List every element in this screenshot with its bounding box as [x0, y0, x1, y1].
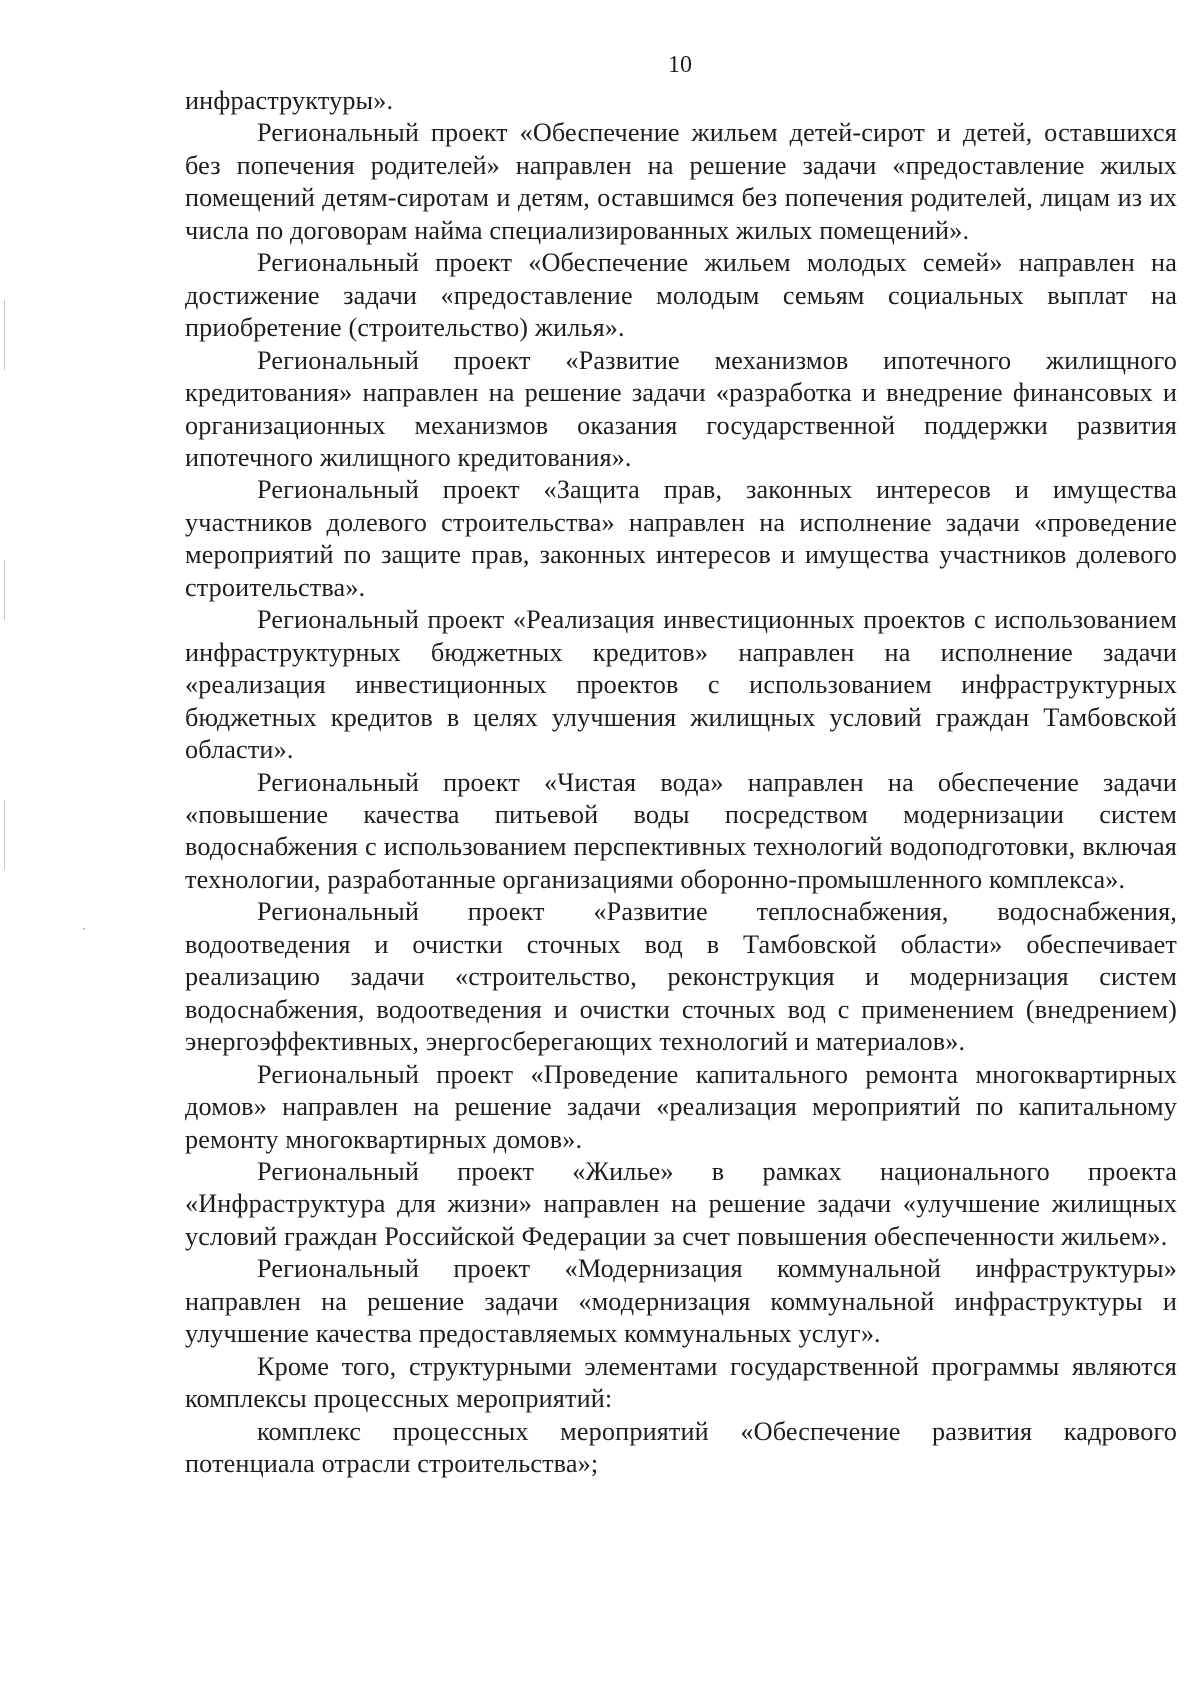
paragraph-communal-infrastructure: Региональный проект «Модернизация коммунальной инфраструктуры» направлен на решение задачи «модернизация коммунальной инфраструктуры и улучшение качества предоставляемых коммунальных услуг». — [185, 1254, 1177, 1349]
paragraph-heat-water-supply: Региональный проект «Развитие теплоснабжения, водоснабжения, водоотведения и очистки сточных вод в Тамбовской области» обеспечивает реализацию задачи «строительство, реконструкция и модернизация систем водоснабжения, водоотведения и очистки сточных вод с применением (внедрением) энергоэффективных, энергосберегающих технологий и материалов». — [185, 897, 1177, 1057]
paragraph-housing-project: Региональный проект «Жилье» в рамках национального проекта «Инфраструктура для жизни» направлен на решение задачи «улучшение жилищных условий граждан Российской Федерации за счет повышения обеспеченности жильем». — [185, 1156, 1177, 1251]
paragraph-continuation: инфраструктуры». — [185, 86, 394, 115]
scan-edge-mark — [4, 800, 5, 870]
paragraph-young-families-housing: Региональный проект «Обеспечение жильем молодых семей» направлен на достижение задачи «предоставление молодым семьям социальных выплат на приобретение (строительство) жилья». — [185, 248, 1177, 343]
page-number: 10 — [668, 52, 692, 78]
scan-edge-mark — [4, 560, 5, 620]
paragraph-orphans-housing: Региональный проект «Обеспечение жильем детей-сирот и детей, оставшихся без попечения родителей» направлен на решение задачи «предоставление жилых помещений детям-сиротам и детям, оставшимся без попечения родителей, лицам из их числа по договорам найма специализированных жилых помещений». — [185, 118, 1177, 245]
paragraph-process-complexes: Кроме того, структурными элементами государственной программы являются комплексы процессных мероприятий: — [185, 1351, 1177, 1414]
paragraph-staff-potential: комплекс процессных мероприятий «Обеспечение развития кадрового потенциала отрасли строительства»; — [185, 1416, 1177, 1479]
paragraph-capital-repair: Региональный проект «Проведение капитального ремонта многоквартирных домов» направлен на решение задачи «реализация мероприятий по капитальному ремонту многоквартирных домов». — [185, 1059, 1177, 1154]
scan-edge-mark — [83, 928, 85, 930]
document-body — [185, 85, 1177, 1480]
paragraph-shared-construction: Региональный проект «Защита прав, законных интересов и имущества участников долевого строительства» направлен на исполнение задачи «проведение мероприятий по защите прав, законных интересов и имущества участников долевого строительства». — [185, 475, 1177, 602]
paragraph-mortgage-lending: Региональный проект «Развитие механизмов ипотечного жилищного кредитования» направлен на решение задачи «разработка и внедрение финансовых и организационных механизмов оказания государственной поддержки развития ипотечного жилищного кредитования». — [185, 345, 1177, 472]
paragraph-infrastructure-credits: Региональный проект «Реализация инвестиционных проектов с использованием инфраструктурных бюджетных кредитов» направлен на исполнение задачи «реализация инвестиционных проектов с использованием инфраструктурных бюджетных кредитов в целях улучшения жилищных условий граждан Тамбовской области». — [185, 605, 1177, 765]
paragraph-clean-water: Региональный проект «Чистая вода» направлен на обеспечение задачи «повышение качества питьевой воды посредством модернизации систем водоснабжения с использованием перспективных технологий водоподготовки, включая технологии, разработанные организациями оборонно-промышленного комплекса». — [185, 767, 1177, 894]
scan-edge-mark — [4, 300, 5, 370]
